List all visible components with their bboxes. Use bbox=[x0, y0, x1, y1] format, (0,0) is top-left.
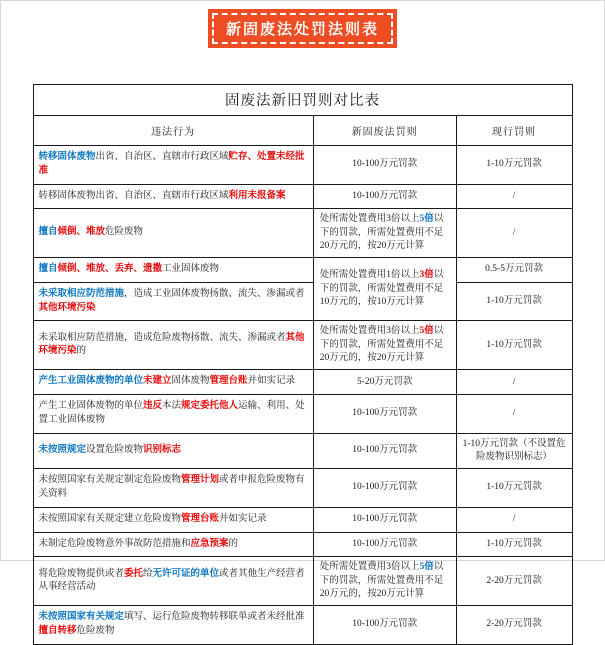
header-current-penalty: 现行罚则 bbox=[456, 116, 572, 146]
current-penalty-cell: / bbox=[456, 507, 572, 532]
text-segment: 10-100万元罚款 bbox=[352, 159, 418, 170]
text-segment: 工业固体废物 bbox=[162, 264, 220, 275]
text-segment: 并如实记录 bbox=[247, 376, 296, 387]
header-new-penalty: 新固废法罚则 bbox=[313, 116, 456, 146]
behavior-cell bbox=[33, 184, 313, 209]
new-penalty-cell bbox=[313, 469, 456, 508]
text-segment: 以下的罚款，所需处置费用不足20万元的，按20万元计算 bbox=[319, 214, 444, 251]
behavior-cell bbox=[33, 282, 313, 321]
text-segment: 处所需处置费用1倍以上 bbox=[319, 270, 420, 281]
text-segment: 倾倒、堆放 bbox=[57, 227, 106, 238]
current-penalty-cell: 1-10万元罚款 bbox=[456, 469, 572, 508]
behavior-cell bbox=[33, 469, 313, 508]
current-penalty-cell: / bbox=[456, 209, 572, 258]
current-penalty-cell: 2-20万元罚款 bbox=[456, 557, 572, 606]
table-row bbox=[33, 146, 572, 185]
behavior-cell bbox=[33, 258, 313, 283]
table-row bbox=[33, 606, 572, 645]
banner-title: 新固废法处罚法则表 bbox=[212, 13, 393, 44]
text-segment: 10-100万元罚款 bbox=[352, 538, 418, 549]
table-row bbox=[33, 209, 572, 258]
text-segment: 其他环境污染 bbox=[38, 302, 96, 313]
table-header-row bbox=[33, 116, 572, 146]
new-penalty-cell bbox=[313, 507, 456, 532]
text-segment: 处所需处置费用3倍以上 bbox=[319, 214, 420, 225]
table-row bbox=[33, 532, 572, 557]
behavior-cell bbox=[33, 507, 313, 532]
behavior-cell bbox=[33, 395, 313, 434]
text-segment: 以下的罚款，所需处置费用不足20万元的，按20万元计算 bbox=[319, 326, 444, 364]
text-segment: 以下的罚款，所需处置费用不足20万元的，按20万元计算 bbox=[319, 562, 444, 599]
text-segment: 委托 bbox=[124, 568, 144, 579]
text-segment: 10-100万元罚款 bbox=[352, 408, 418, 419]
new-penalty-cell bbox=[313, 321, 456, 370]
text-segment: 3倍 bbox=[419, 270, 434, 281]
table-row bbox=[33, 258, 572, 283]
table-row bbox=[33, 507, 572, 532]
text-segment: 未按照国家有关规定 bbox=[38, 612, 125, 623]
current-penalty-cell: / bbox=[456, 184, 572, 209]
text-segment: 擅自 bbox=[38, 264, 58, 275]
behavior-cell bbox=[33, 606, 313, 645]
text-segment: 10-100万元罚款 bbox=[352, 514, 418, 525]
text-segment: 运输、利用、处置工业固体废物 bbox=[38, 401, 305, 425]
behavior-cell bbox=[33, 321, 313, 370]
text-segment: 10-100万元罚款 bbox=[352, 190, 418, 201]
text-segment: 倾倒、堆放、丢弃、遗撒 bbox=[57, 264, 163, 275]
text-segment: 产生工业固体废物的单位 bbox=[38, 376, 144, 387]
text-segment: 违反 bbox=[143, 401, 163, 412]
text-segment: 其他环境污染 bbox=[38, 332, 305, 357]
new-penalty-cell bbox=[313, 395, 456, 434]
text-segment: 管理计划 bbox=[181, 475, 220, 486]
current-penalty-cell: 1-10万元罚款 bbox=[456, 532, 572, 557]
text-segment: 危险废物 bbox=[105, 227, 144, 238]
new-penalty-cell bbox=[313, 184, 456, 209]
text-segment: 以下的罚款，所需处置费用不足10万元的，按10万元计算 bbox=[319, 270, 444, 307]
text-segment: 擅自 bbox=[38, 227, 58, 238]
text-segment: 固体废物 bbox=[171, 376, 210, 387]
text-segment: 10-100万元罚款 bbox=[352, 445, 418, 456]
text-segment: ，造成工业固体废物扬散、流失、渗漏或者 bbox=[124, 288, 305, 299]
text-segment: 未采取相应防范措施，造成危险废物扬散、流失、渗漏或者 bbox=[38, 332, 286, 343]
text-segment: 未按照国家有关规定制定危险废物 bbox=[38, 475, 182, 486]
text-segment: 未制定危险废物意外事故防范措施和 bbox=[38, 538, 191, 549]
new-penalty-cell bbox=[313, 532, 456, 557]
current-penalty-cell: / bbox=[456, 395, 572, 434]
text-segment: 转移固体废物 bbox=[38, 152, 96, 162]
text-segment: 应急预案 bbox=[190, 538, 229, 549]
page-banner bbox=[208, 9, 397, 48]
text-segment: 5-20万元罚款 bbox=[356, 376, 413, 387]
text-segment: 未按照规定 bbox=[38, 445, 87, 456]
behavior-cell bbox=[33, 532, 313, 557]
table-row bbox=[33, 469, 572, 508]
text-segment: 5倍 bbox=[419, 214, 434, 225]
text-segment: 未建立 bbox=[143, 376, 172, 387]
current-penalty-cell: / bbox=[456, 370, 572, 395]
new-penalty-cell bbox=[313, 557, 456, 606]
new-penalty-cell bbox=[313, 370, 456, 395]
text-segment: 5倍 bbox=[419, 326, 434, 337]
text-segment: 识别标志 bbox=[143, 445, 182, 456]
behavior-cell bbox=[33, 209, 313, 258]
table-title-row bbox=[33, 85, 572, 116]
text-segment: 设置危险废物 bbox=[86, 445, 144, 456]
current-penalty-cell: 1-10万元罚款 bbox=[456, 282, 572, 321]
table-row bbox=[33, 282, 572, 321]
text-segment: 管理台账 bbox=[181, 513, 220, 524]
behavior-cell bbox=[33, 557, 313, 606]
text-segment: 给 bbox=[143, 568, 153, 579]
text-segment: 管理台账 bbox=[209, 376, 248, 387]
new-penalty-cell bbox=[313, 209, 456, 258]
text-segment: 贮存、处置未经批准 bbox=[38, 152, 305, 176]
table-row bbox=[33, 321, 572, 370]
table-row bbox=[33, 557, 572, 606]
table-row bbox=[33, 370, 572, 395]
text-segment: 或者申报危险废物有关资料 bbox=[38, 475, 305, 500]
new-penalty-cell bbox=[313, 146, 456, 185]
text-segment: 的 bbox=[76, 346, 87, 357]
current-penalty-cell: 0.5-5万元罚款 bbox=[456, 258, 572, 283]
text-segment: 5倍 bbox=[419, 562, 434, 573]
table-row bbox=[33, 433, 572, 469]
text-segment: 未按照国家有关规定建立危险废物 bbox=[38, 513, 182, 524]
current-penalty-cell: 1-10万元罚款 bbox=[456, 321, 572, 370]
text-segment: 转移固体废物出省、自治区、直辖市行政区域 bbox=[38, 190, 229, 201]
text-segment: 的 bbox=[228, 538, 239, 549]
text-segment: 规定委托他人 bbox=[181, 401, 239, 412]
text-segment: 危险废物 bbox=[76, 625, 115, 636]
text-segment: 10-100万元罚款 bbox=[352, 482, 418, 493]
table-row bbox=[33, 395, 572, 434]
table-row bbox=[33, 184, 572, 209]
text-segment: 处所需处置费用3倍以上 bbox=[319, 326, 420, 337]
text-segment: 本法 bbox=[162, 401, 182, 412]
behavior-cell bbox=[33, 433, 313, 469]
text-segment: 产生工业固体废物的单位 bbox=[38, 401, 144, 412]
text-segment: 将危险废物提供或者 bbox=[38, 568, 125, 579]
behavior-cell bbox=[33, 146, 313, 185]
text-segment: 或者其他生产经营者从事经营活动 bbox=[38, 568, 305, 593]
current-penalty-cell: 2-20万元罚款 bbox=[456, 606, 572, 645]
current-penalty-cell: 1-10万元罚款（不设置危险废物识别标志） bbox=[456, 433, 572, 469]
new-penalty-cell bbox=[313, 258, 456, 321]
header-illegal-behavior: 违法行为 bbox=[33, 116, 313, 146]
text-segment: 无许可证的单位 bbox=[152, 568, 220, 579]
text-segment: 填写、运行危险废物转移联单或者未经批准 bbox=[124, 612, 305, 623]
new-penalty-cell bbox=[313, 606, 456, 645]
comparison-table-body bbox=[33, 146, 572, 645]
text-segment: 处所需处置费用3倍以上 bbox=[319, 562, 420, 573]
text-segment: 擅自转移 bbox=[38, 625, 77, 636]
text-segment: 出省、自治区、直辖市行政区域 bbox=[95, 152, 229, 162]
text-segment: 未采取相应防范措施 bbox=[38, 288, 125, 299]
behavior-cell bbox=[33, 370, 313, 395]
text-segment: 并如实记录 bbox=[219, 513, 267, 524]
text-segment: 利用未报备案 bbox=[228, 190, 286, 201]
text-segment: 10-100万元罚款 bbox=[352, 619, 418, 630]
current-penalty-cell: 1-10万元罚款 bbox=[456, 146, 572, 185]
banner-container bbox=[1, 9, 604, 48]
new-penalty-cell bbox=[313, 433, 456, 469]
table-title: 固废法新旧罚则对比表 bbox=[33, 85, 572, 116]
